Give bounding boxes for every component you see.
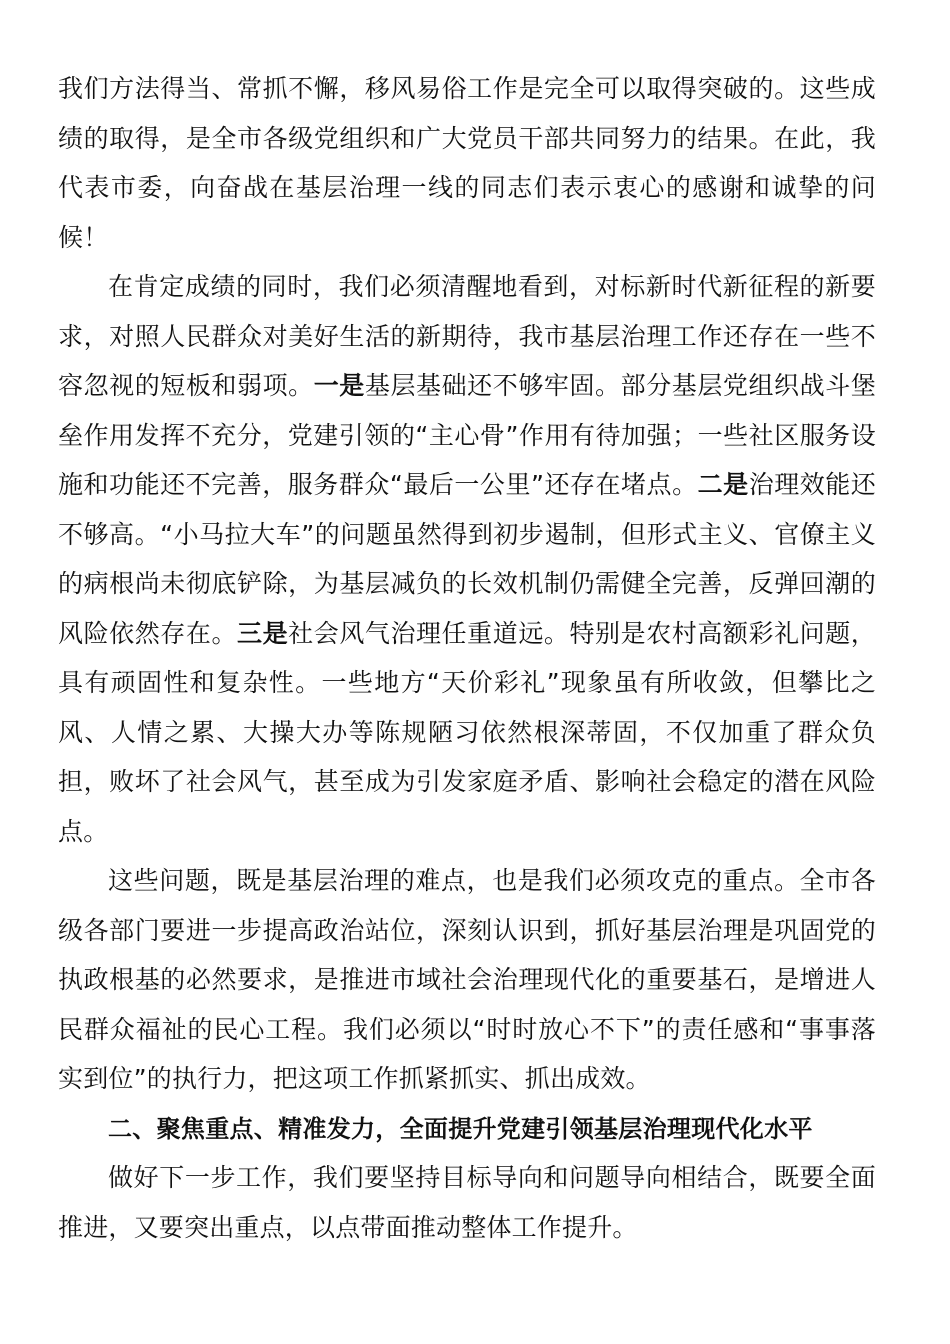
point-two-lead: 二是 xyxy=(697,470,749,499)
paragraph-next-steps: 做好下一步工作，我们要坚持目标导向和问题导向相结合，既要全面推进，又要突出重点，以点带面推动整体工作提升。 xyxy=(58,1163,876,1242)
paragraph-shortcomings xyxy=(58,262,876,856)
point-three-text: 社会风气治理任重道远。特别是农村高额彩礼问题，具有顽固性和复杂性。一些地方“天价彩礼”现象虽有所收敛，但攀比之风、人情之累、大操大办等陈规陋习依然根深蒂固，不仅加重了群众负担，败坏了社会风气，甚至成为引发家庭矛盾、影响社会稳定的潜在风险点。 xyxy=(58,618,876,846)
paragraph-achievements-conclusion: 我们方法得当、常抓不懈，移风易俗工作是完全可以取得突破的。这些成绩的取得，是全市各级党组织和广大党员干部共同努力的结果。在此，我代表市委，向奋战在基层治理一线的同志们表示衷心的感谢和诚挚的问候！ xyxy=(58,74,876,252)
point-one-text: 基层基础还不够牢固。部分基层党组织战斗堡垒作用发挥不充分，党建引领的“主心骨”作用有待加强；一些社区服务设施和功能还不完善，服务群众“最后一公里”还存在堵点。 xyxy=(58,371,876,499)
shortcomings-intro: 在肯定成绩的同时，我们必须清醒地看到，对标新时代新征程的新要求，对照人民群众对美好生活的新期待，我市基层治理工作还存在一些不容忽视的短板和弱项。 xyxy=(58,272,876,400)
point-one-lead: 一是 xyxy=(313,371,365,400)
point-three-lead: 三是 xyxy=(237,618,289,648)
point-two-text: 治理效能还不够高。“小马拉大车”的问题虽然得到初步遏制，但形式主义、官僚主义的病根尚未彻底铲除，为基层减负的长效机制仍需健全完善，反弹回潮的风险依然存在。 xyxy=(58,470,876,648)
section-heading-two: 二、聚焦重点、精准发力，全面提升党建引领基层治理现代化水平 xyxy=(108,1113,813,1143)
paragraph-problems-summary: 这些问题，既是基层治理的难点，也是我们必须攻克的重点。全市各级各部门要进一步提高政治站位，深刻认识到，抓好基层治理是巩固党的执政根基的必然要求，是推进市域社会治理现代化的重要基石，是增进人民群众福祉的民心工程。我们必须以“时时放心不下”的责任感和“事事落实到位”的执行力，把这项工作抓紧抓实、抓出成效。 xyxy=(58,866,876,1093)
document-page xyxy=(58,64,876,1252)
